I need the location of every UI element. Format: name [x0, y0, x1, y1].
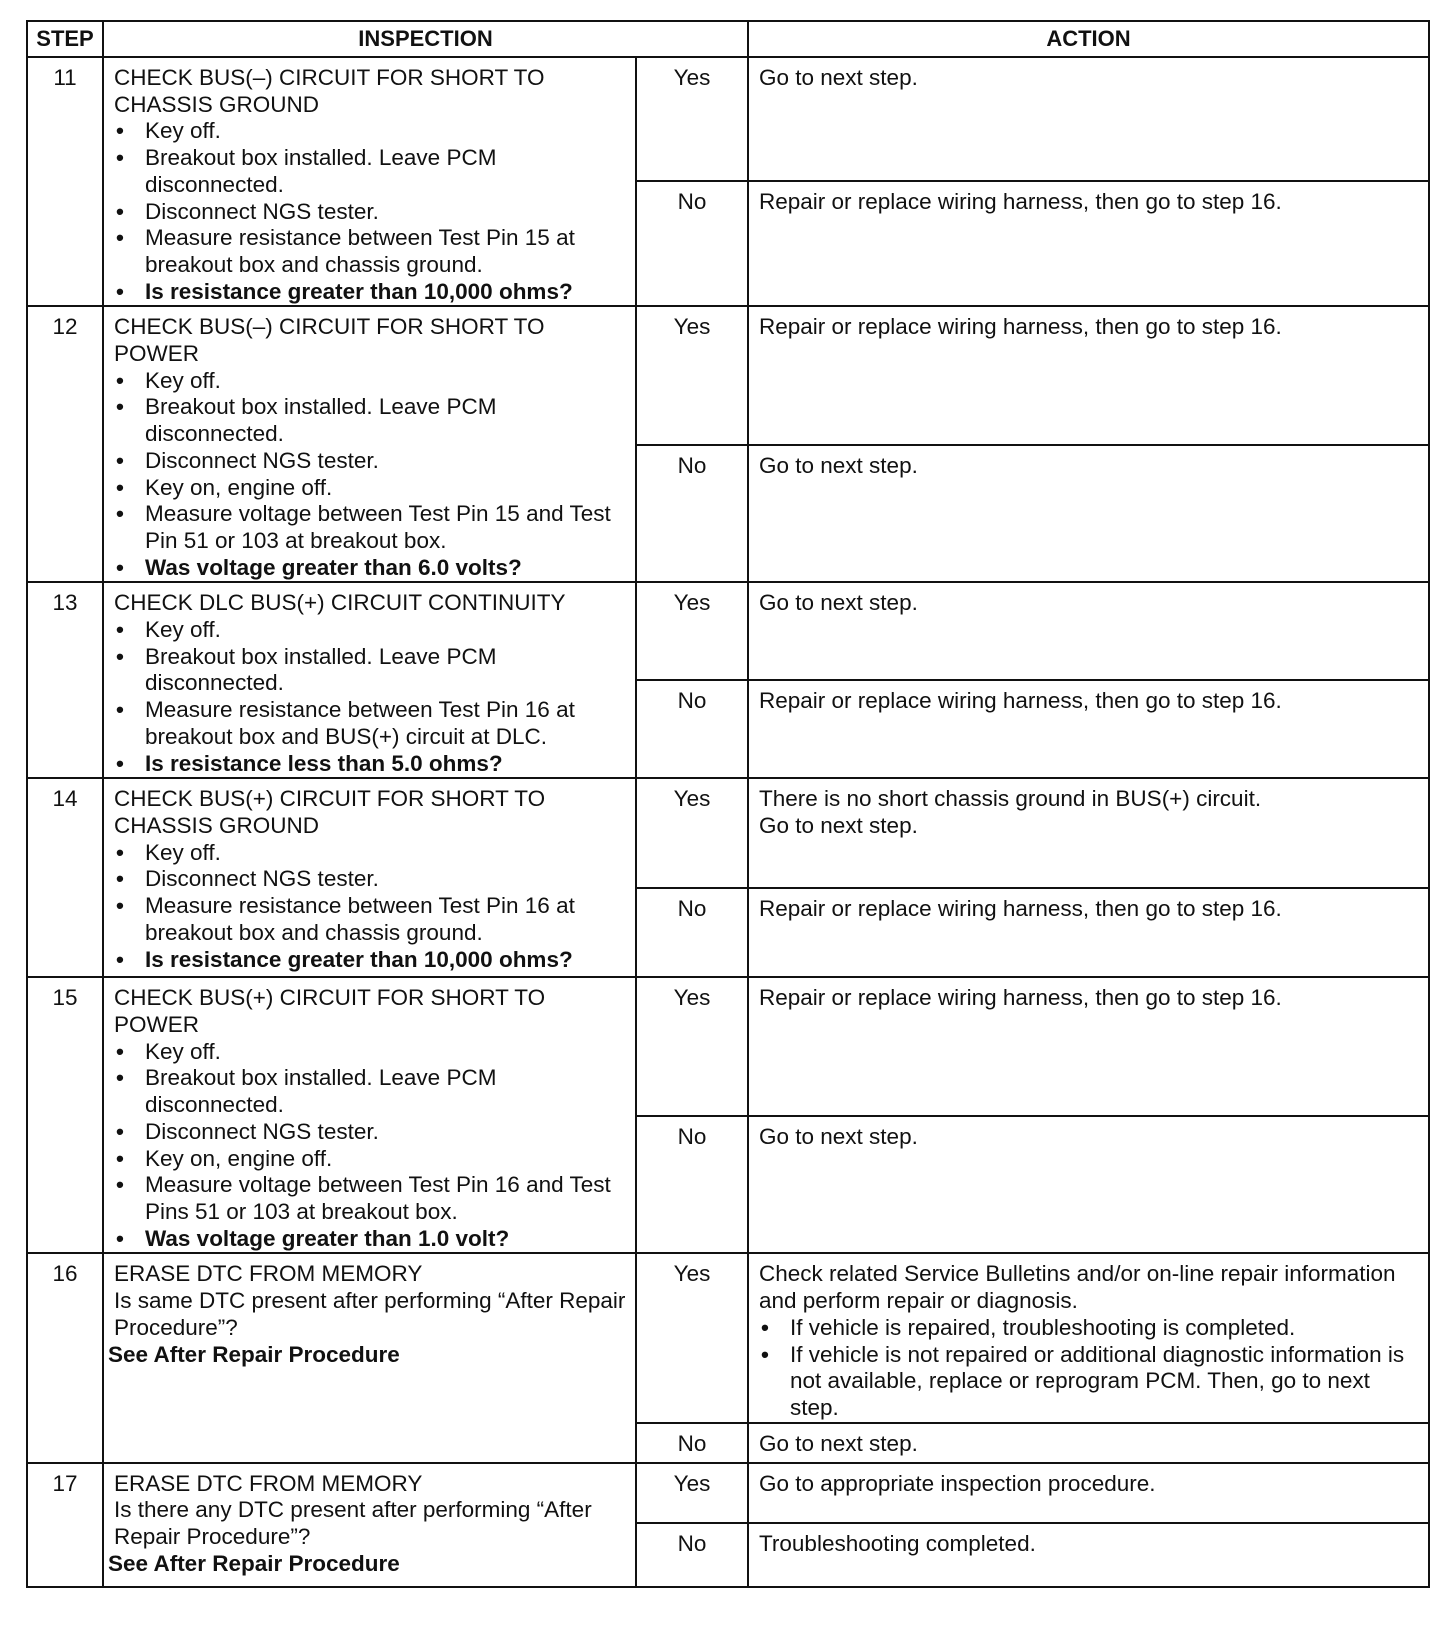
inspection-bullet: • Measure voltage between Test Pin 15 and Test Pin 51 or 103 at breakout box. — [114, 501, 629, 554]
inspection-question: • Was voltage greater than 1.0 volt? — [114, 1226, 629, 1253]
answer-no: No — [636, 1423, 748, 1463]
inspection-cell — [103, 1463, 636, 1587]
answer-yes: Yes — [636, 57, 748, 181]
step-number: 16 — [27, 1253, 103, 1462]
inspection-bullet: • Breakout box installed. Leave PCM disconnected. — [114, 145, 629, 198]
step-number: 17 — [27, 1463, 103, 1587]
inspection-bullets — [114, 840, 629, 974]
inspection-bullet: • Measure resistance between Test Pin 16 at breakout box and chassis ground. — [114, 893, 629, 946]
answer-yes: Yes — [636, 582, 748, 680]
step-row-15-yes — [27, 977, 1429, 1116]
action-yes — [748, 1253, 1429, 1422]
action-yes: Repair or replace wiring harness, then go to step 16. — [748, 977, 1429, 1116]
action-yes-text: There is no short chassis ground in BUS(+) circuit. Go to next step. — [759, 786, 1262, 839]
answer-no: No — [636, 888, 748, 977]
step-row-13-yes — [27, 582, 1429, 680]
action-no: Go to next step. — [748, 1423, 1429, 1463]
action-yes: Go to appropriate inspection procedure. — [748, 1463, 1429, 1523]
action-no: Go to next step. — [748, 1116, 1429, 1253]
inspection-bullets — [114, 1039, 629, 1253]
inspection-bullets — [114, 368, 629, 582]
answer-yes: Yes — [636, 306, 748, 445]
inspection-bullet: • Measure resistance between Test Pin 16 at breakout box and BUS(+) circuit at DLC. — [114, 697, 629, 750]
step-row-16-yes — [27, 1253, 1429, 1422]
action-no: Go to next step. — [748, 445, 1429, 582]
inspection-question: • Is resistance greater than 10,000 ohms? — [114, 279, 629, 306]
action-no: Troubleshooting completed. — [748, 1523, 1429, 1587]
action-yes-text: Check related Service Bulletins and/or on-line repair information and perform repair or diagnosis. — [759, 1261, 1396, 1314]
action-bullet: • If vehicle is not repaired or additional diagnostic information is not available, replace or reprogram PCM. Then, go to next step. — [759, 1342, 1420, 1422]
inspection-title: ERASE DTC FROM MEMORY — [114, 1261, 423, 1287]
header-row — [27, 21, 1429, 57]
inspection-bullet: • Key off. — [114, 118, 629, 145]
action-yes: Repair or replace wiring harness, then go to step 16. — [748, 306, 1429, 445]
header-step: STEP — [27, 21, 103, 57]
answer-no: No — [636, 181, 748, 306]
inspection-bullet: • Breakout box installed. Leave PCM disconnected. — [114, 1065, 629, 1118]
inspection-question: • Is resistance less than 5.0 ohms? — [114, 751, 629, 778]
inspection-cell — [103, 977, 636, 1253]
inspection-cell — [103, 582, 636, 778]
action-no: Repair or replace wiring harness, then go to step 16. — [748, 888, 1429, 977]
step-row-11-yes — [27, 57, 1429, 181]
inspection-bullet: • Key on, engine off. — [114, 1146, 629, 1173]
inspection-cell — [103, 778, 636, 977]
inspection-bullets — [114, 118, 629, 305]
action-yes — [748, 778, 1429, 888]
step-row-12-yes — [27, 306, 1429, 445]
inspection-bullets — [114, 617, 629, 777]
answer-yes: Yes — [636, 1253, 748, 1422]
answer-no: No — [636, 1523, 748, 1587]
inspection-cell — [103, 306, 636, 582]
inspection-bullet: • Key off. — [114, 617, 629, 644]
inspection-bullet: • Key off. — [114, 840, 629, 867]
action-bullet: • If vehicle is repaired, troubleshooting is completed. — [759, 1315, 1420, 1342]
inspection-question: • Is resistance greater than 10,000 ohms? — [114, 947, 629, 974]
answer-yes: Yes — [636, 977, 748, 1116]
header-inspection: INSPECTION — [103, 21, 748, 57]
inspection-text: Is there any DTC present after performing “After Repair Procedure”? — [114, 1497, 592, 1550]
step-number: 13 — [27, 582, 103, 778]
answer-no: No — [636, 445, 748, 582]
troubleshooting-table — [26, 20, 1430, 1588]
step-row-14-yes — [27, 778, 1429, 888]
inspection-title: CHECK BUS(+) CIRCUIT FOR SHORT TO POWER — [114, 985, 546, 1038]
inspection-title: ERASE DTC FROM MEMORY — [114, 1470, 423, 1496]
inspection-title: CHECK BUS(+) CIRCUIT FOR SHORT TO CHASSIS GROUND — [114, 786, 546, 839]
answer-yes: Yes — [636, 1463, 748, 1523]
step-number: 15 — [27, 977, 103, 1253]
action-no: Repair or replace wiring harness, then go to step 16. — [748, 181, 1429, 306]
inspection-bullet: • Key on, engine off. — [114, 475, 629, 502]
inspection-bullet: • Disconnect NGS tester. — [114, 199, 629, 226]
answer-yes: Yes — [636, 778, 748, 888]
see-reference: See After Repair Procedure — [108, 1341, 400, 1367]
step-number: 11 — [27, 57, 103, 306]
step-number: 14 — [27, 778, 103, 977]
inspection-bullet: • Breakout box installed. Leave PCM disconnected. — [114, 644, 629, 697]
answer-no: No — [636, 680, 748, 778]
answer-no: No — [636, 1116, 748, 1253]
inspection-text: Is same DTC present after performing “After Repair Procedure”? — [114, 1288, 626, 1340]
see-reference: See After Repair Procedure — [108, 1550, 400, 1576]
inspection-bullet: • Key off. — [114, 1039, 629, 1066]
inspection-title: CHECK BUS(–) CIRCUIT FOR SHORT TO POWER — [114, 314, 545, 367]
action-no: Repair or replace wiring harness, then go to step 16. — [748, 680, 1429, 778]
inspection-question: • Was voltage greater than 6.0 volts? — [114, 555, 629, 582]
header-action: ACTION — [748, 21, 1429, 57]
action-yes: Go to next step. — [748, 57, 1429, 181]
inspection-bullet: • Disconnect NGS tester. — [114, 1119, 629, 1146]
inspection-bullet: • Breakout box installed. Leave PCM disconnected. — [114, 394, 629, 447]
step-row-17-yes — [27, 1463, 1429, 1523]
inspection-title: CHECK BUS(–) CIRCUIT FOR SHORT TO CHASSIS GROUND — [114, 65, 545, 117]
action-yes: Go to next step. — [748, 582, 1429, 680]
action-bullets — [759, 1315, 1420, 1422]
inspection-cell — [103, 1253, 636, 1462]
inspection-title: CHECK DLC BUS(+) CIRCUIT CONTINUITY — [114, 590, 566, 616]
inspection-bullet: • Measure resistance between Test Pin 15 at breakout box and chassis ground. — [114, 225, 629, 278]
inspection-bullet: • Measure voltage between Test Pin 16 and Test Pins 51 or 103 at breakout box. — [114, 1172, 629, 1225]
inspection-bullet: • Disconnect NGS tester. — [114, 448, 629, 475]
inspection-bullet: • Disconnect NGS tester. — [114, 866, 629, 893]
inspection-bullet: • Key off. — [114, 368, 629, 395]
step-number: 12 — [27, 306, 103, 582]
inspection-cell — [103, 57, 636, 306]
